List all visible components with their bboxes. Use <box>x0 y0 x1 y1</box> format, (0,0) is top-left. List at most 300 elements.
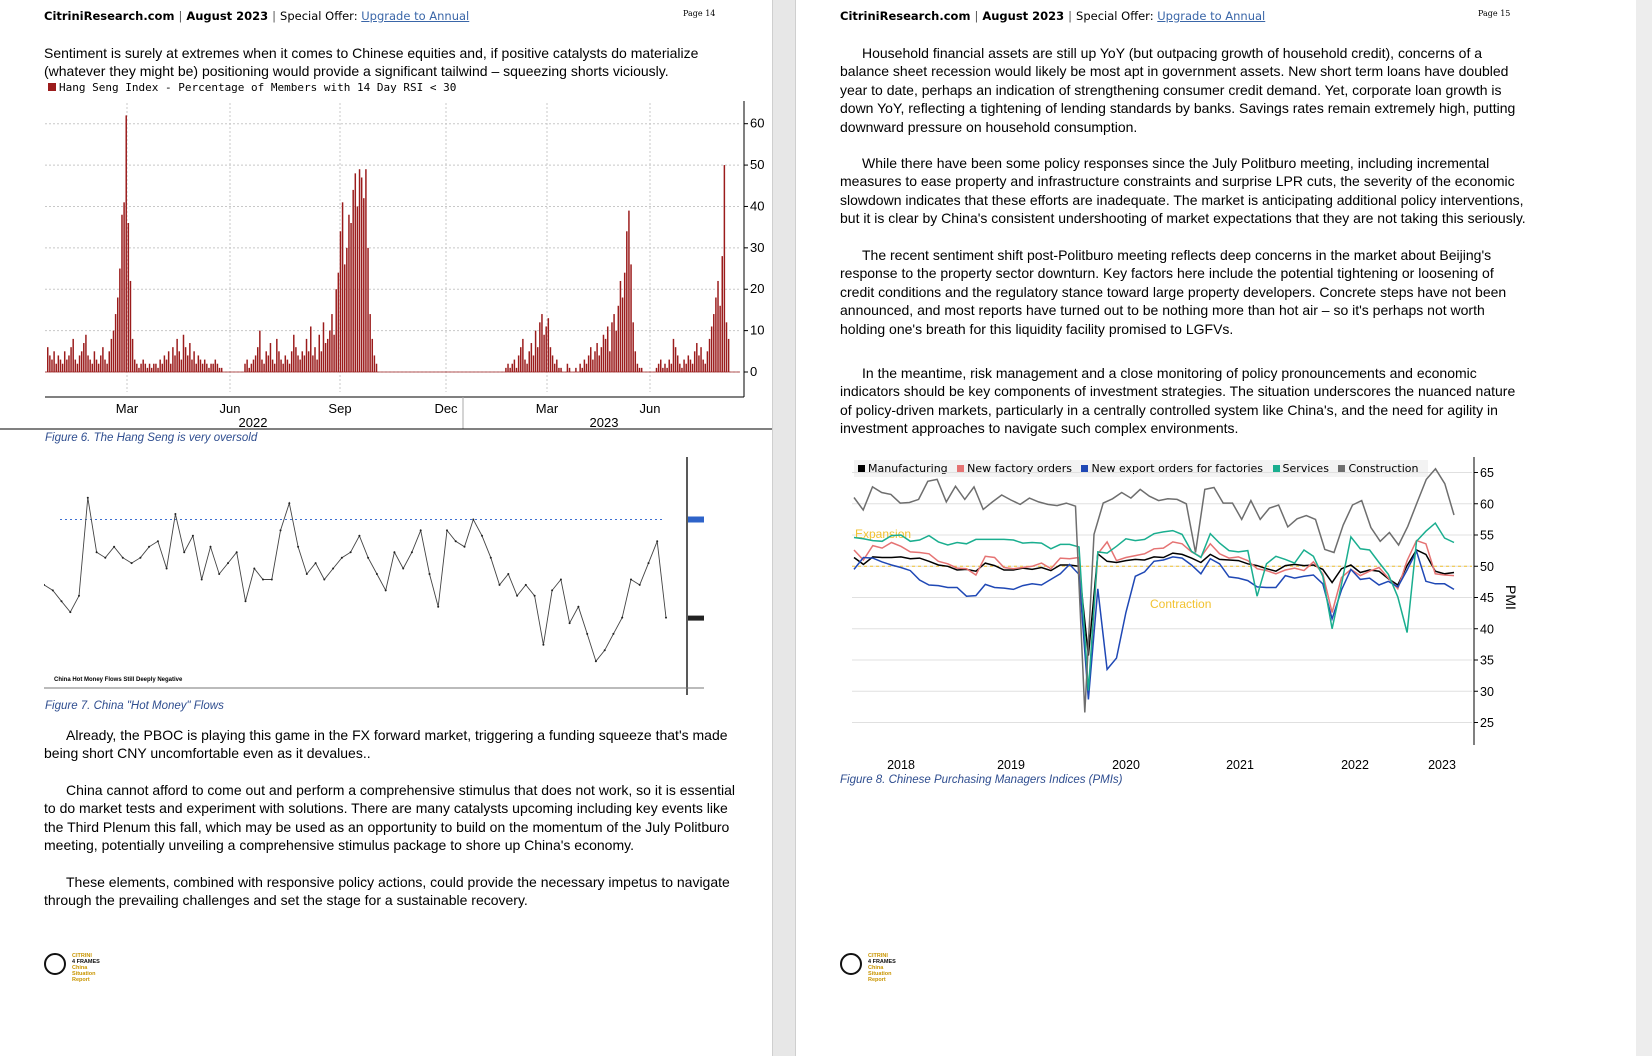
x-tick-label: 2023 <box>1428 758 1456 772</box>
rsi-bar <box>47 347 48 372</box>
rsi-bar <box>376 364 377 372</box>
rsi-bar <box>208 368 209 372</box>
rsi-bar <box>198 355 199 372</box>
rsi-bar <box>681 368 682 372</box>
annotation-expansion: Expansion <box>855 527 912 541</box>
rsi-bar <box>66 360 67 372</box>
rsi-bar <box>62 364 63 372</box>
rsi-bar <box>361 177 362 372</box>
rsi-bar <box>531 343 532 372</box>
hot-money-point <box>569 622 571 624</box>
rsi-bar <box>111 339 112 372</box>
y-tick-label: 20 <box>750 281 765 297</box>
left-page <box>0 0 772 1056</box>
rsi-bar <box>310 326 311 372</box>
legend-swatch <box>48 83 56 91</box>
x-tick-label: Jun <box>639 401 661 416</box>
rsi-bar <box>183 335 184 372</box>
hot-money-point <box>367 557 369 559</box>
x-tick-label: 2020 <box>1112 758 1140 772</box>
rsi-bar <box>696 343 697 372</box>
annotation-contraction: Contraction <box>1150 596 1212 611</box>
paragraph-stimulus: China cannot afford to come out and perform a comprehensive stimulus that does not work, so it is essential to do market tests and experiment with solutions. There are many catalysts upcoming including key events like the Third Plenum this fall, which may be used as an opportunity to build on the momentum of the July Politburo meeting, potentially unveiling a comprehensive stimulus package to shore up China's economy. <box>44 782 735 854</box>
rsi-bar <box>185 347 186 372</box>
logo-ring-icon <box>44 953 66 975</box>
rsi-bar <box>125 115 126 372</box>
rsi-bar <box>325 343 326 372</box>
current-value-marker <box>688 616 704 621</box>
hot-money-point <box>656 540 658 542</box>
rsi-bar <box>172 347 173 372</box>
rsi-bar <box>134 360 135 372</box>
rsi-bar <box>369 314 370 372</box>
rsi-bar <box>592 360 593 372</box>
rsi-bar <box>673 339 674 372</box>
hot-money-point <box>472 519 474 521</box>
rsi-bar <box>601 347 602 372</box>
rsi-bar <box>263 364 264 372</box>
rsi-bar <box>717 281 718 372</box>
issue-date: August 2023 <box>186 9 269 23</box>
rsi-bar <box>340 231 341 372</box>
rsi-bar <box>257 347 258 372</box>
hot-money-point <box>332 568 334 570</box>
rsi-bar <box>202 364 203 372</box>
rsi-bar <box>75 360 76 372</box>
rsi-bar <box>276 339 277 372</box>
hot-money-point <box>551 589 553 591</box>
x-tick-label: Sep <box>328 401 352 416</box>
rsi-bar <box>688 355 689 372</box>
rsi-bar <box>136 364 137 372</box>
page-gap <box>772 0 796 1056</box>
rsi-bar <box>363 198 364 372</box>
rsi-bar <box>537 347 538 372</box>
hot-money-point <box>262 579 264 581</box>
hot-money-point <box>464 546 466 548</box>
hot-money-point <box>595 660 597 662</box>
rsi-bar <box>102 347 103 372</box>
site-name: CitriniResearch.com <box>840 9 971 23</box>
rsi-bar <box>539 322 540 372</box>
rsi-bar <box>246 360 247 372</box>
x-tick-label: Mar <box>535 401 559 416</box>
hot-money-point <box>560 579 562 581</box>
issue-date: August 2023 <box>982 9 1065 23</box>
hot-money-point <box>630 579 632 581</box>
rsi-bar <box>554 364 555 372</box>
rsi-bar <box>295 347 296 372</box>
rsi-bar <box>705 364 706 372</box>
rsi-bar <box>350 223 351 372</box>
rsi-bar <box>609 351 610 372</box>
rsi-bar <box>72 339 73 372</box>
right-page <box>796 0 1636 1056</box>
rsi-bar <box>594 351 595 372</box>
upgrade-link[interactable]: Upgrade to Annual <box>1157 9 1266 23</box>
rsi-bar <box>53 351 54 372</box>
rsi-bar <box>516 368 517 372</box>
y-tick-label: 55 <box>1480 528 1494 543</box>
rsi-bar <box>166 360 167 372</box>
rsi-bar <box>278 351 279 372</box>
paragraph-policy: While there have been some policy responses since the July Politburo meeting, including incremental measures to ease property and infrastructure constraints and surprise LPR cuts, the severity of the economic slowdown indicates that these efforts are inadequate. The market is anticipating additional policy interventions, but it is clear by China's consistent undershooting of market expectations that they are not taking this seriously. <box>840 155 1526 227</box>
rsi-bar <box>195 364 196 372</box>
rsi-bar <box>526 364 527 372</box>
rsi-bar <box>221 368 222 372</box>
rsi-bar <box>117 298 118 372</box>
rsi-bar <box>128 223 129 372</box>
page-header: CitriniResearch.com | August 2023 | Special Offer: Upgrade to Annual <box>840 9 1266 23</box>
rsi-bar <box>359 169 360 372</box>
y-tick-label: 60 <box>1480 497 1494 512</box>
rsi-bar <box>215 360 216 372</box>
hot-money-point <box>157 540 159 542</box>
rsi-bar <box>287 360 288 372</box>
legend-manufacturing: Manufacturing <box>858 462 948 475</box>
rsi-bar <box>624 273 625 372</box>
rsi-bar <box>109 351 110 372</box>
fig8-caption: Figure 8. Chinese Purchasing Managers Indices (PMIs) <box>840 774 1123 786</box>
rsi-bar <box>338 273 339 372</box>
hot-money-point <box>455 540 457 542</box>
rsi-bar <box>719 306 720 372</box>
rsi-bar <box>138 368 139 372</box>
rsi-bar <box>541 314 542 372</box>
rsi-bar <box>155 364 156 372</box>
rsi-bar <box>558 368 559 372</box>
rsi-bar <box>588 355 589 372</box>
rsi-bar <box>193 351 194 372</box>
rsi-bar <box>333 335 334 372</box>
rsi-bar <box>715 298 716 372</box>
rsi-bar <box>164 355 165 372</box>
rsi-bar <box>83 343 84 372</box>
rsi-bar <box>191 360 192 372</box>
rsi-bar <box>181 360 182 372</box>
y-axis-label: PMI <box>1503 585 1519 610</box>
hot-money-point <box>490 557 492 559</box>
rsi-bar <box>200 360 201 372</box>
intro-paragraph: Sentiment is surely at extremes when it comes to Chinese equities and, if positive catalysts do materialize (whatever they might be) positioning would provide a significant tailwind – squeezing shorts viciously. <box>44 45 699 80</box>
hot-money-point <box>577 606 579 608</box>
x-tick-label: Dec <box>434 401 458 416</box>
rsi-bar <box>68 355 69 372</box>
rsi-bar <box>106 364 107 372</box>
hot-money-point <box>131 562 133 564</box>
rsi-bar <box>212 364 213 372</box>
rsi-bar <box>187 355 188 372</box>
rsi-bar <box>711 326 712 372</box>
hot-money-point <box>297 546 299 548</box>
rsi-bar <box>319 335 320 372</box>
rsi-bar <box>615 331 616 372</box>
hot-money-title: China Hot Money Flows Still Deeply Negative <box>54 677 183 683</box>
rsi-bar <box>372 339 373 372</box>
rsi-bar <box>702 360 703 372</box>
hot-money-point <box>534 595 536 597</box>
rsi-bar-chart <box>0 95 772 435</box>
rsi-bar <box>344 264 345 372</box>
hot-money-point <box>245 600 247 602</box>
rsi-bar <box>709 339 710 372</box>
page-number: Page 15 <box>1478 9 1511 18</box>
rsi-bar <box>668 360 669 372</box>
rsi-bar <box>304 355 305 372</box>
page-header: CitriniResearch.com | August 2023 | Special Offer: Upgrade to Annual <box>44 9 470 23</box>
rsi-bar <box>626 231 627 372</box>
x-tick-label: 2018 <box>887 758 915 772</box>
rsi-bar <box>357 206 358 372</box>
rsi-bar <box>96 360 97 372</box>
fig7-caption: Figure 7. China "Hot Money" Flows <box>45 700 224 712</box>
rsi-bar <box>49 355 50 372</box>
rsi-bar <box>346 248 347 372</box>
rsi-bar <box>270 343 271 372</box>
rsi-bar <box>280 360 281 372</box>
hot-money-point <box>236 551 238 553</box>
rsi-bar <box>244 364 245 372</box>
hot-money-point <box>525 584 527 586</box>
x-year-label: 2022 <box>238 415 268 430</box>
rsi-bar <box>249 368 250 372</box>
hot-money-point <box>87 497 89 499</box>
rsi-bar <box>552 355 553 372</box>
rsi-bar <box>189 343 190 372</box>
rsi-bar <box>98 364 99 372</box>
rsi-bar <box>637 364 638 372</box>
rsi-bar <box>81 351 82 372</box>
rsi-bar <box>255 355 256 372</box>
hot-money-point <box>507 573 509 575</box>
rsi-bar <box>518 355 519 372</box>
hot-money-point <box>612 633 614 635</box>
hot-money-point <box>411 551 413 553</box>
rsi-bar <box>575 368 576 372</box>
offer-prefix: Special Offer: <box>280 9 358 23</box>
pmi-series-line <box>854 469 1454 713</box>
rsi-bar <box>679 364 680 372</box>
rsi-bar <box>342 202 343 372</box>
rsi-bar <box>329 331 330 372</box>
rsi-bar <box>55 364 56 372</box>
rsi-bar <box>170 364 171 372</box>
hot-money-point <box>350 551 352 553</box>
rsi-bar <box>683 360 684 372</box>
rsi-bar <box>272 360 273 372</box>
rsi-bar <box>603 335 604 372</box>
hot-money-point <box>271 579 273 581</box>
hot-money-point <box>61 600 63 602</box>
rsi-bar <box>622 298 623 372</box>
rsi-bar <box>115 314 116 372</box>
x-tick-label: 2021 <box>1226 758 1254 772</box>
y-tick-label: 30 <box>750 239 765 255</box>
rsi-bar <box>302 351 303 372</box>
rsi-bar <box>374 355 375 372</box>
hot-money-point <box>69 611 71 613</box>
rsi-bar <box>348 215 349 372</box>
rsi-bar <box>524 360 525 372</box>
rsi-bar <box>605 339 606 372</box>
rsi-bar <box>282 364 283 372</box>
x-tick-label: Jun <box>219 401 241 416</box>
hot-money-point <box>542 644 544 646</box>
hot-money-point <box>586 633 588 635</box>
rsi-bar <box>660 360 661 372</box>
rsi-bar <box>104 360 105 372</box>
y-tick-label: 0 <box>750 364 758 379</box>
rsi-bar <box>607 326 608 372</box>
y-tick-label: 65 <box>1480 466 1494 480</box>
hot-money-point <box>174 513 176 515</box>
rsi-bar <box>132 339 133 372</box>
rsi-bar <box>77 364 78 372</box>
rsi-bar <box>291 351 292 372</box>
rsi-bar <box>548 318 549 372</box>
rsi-bar <box>658 364 659 372</box>
hot-money-point <box>52 589 54 591</box>
rsi-bar <box>618 306 619 372</box>
rsi-bar <box>119 269 120 372</box>
rsi-bar <box>327 339 328 372</box>
rsi-bar <box>64 351 65 372</box>
rsi-bar <box>598 355 599 372</box>
paragraph-sentiment: The recent sentiment shift post-Politburo meeting reflects deep concerns in the market about Beijing's response to the property sector downturn. Key factors here include the potential tightening or loosening of credit conditions and the regulatory stance toward large property developers. Concrete steps have not been announced, and most reports have turned out to be nothing more than hot air – so it's perhaps not worth holding one's breath for this liquidity facility promised to LGFVs. <box>840 247 1507 337</box>
rsi-bar <box>632 322 633 372</box>
fig6-legend <box>48 81 456 94</box>
x-year-label: 2023 <box>589 415 619 430</box>
rsi-bar <box>58 355 59 372</box>
rsi-bar <box>335 289 336 372</box>
rsi-bar <box>355 173 356 372</box>
hot-money-point <box>227 562 229 564</box>
rsi-bar <box>159 360 160 372</box>
rsi-bar <box>312 355 313 372</box>
legend-services: Services <box>1273 462 1329 475</box>
rsi-bar <box>60 360 61 372</box>
rsi-bar <box>550 347 551 372</box>
hot-money-point <box>323 579 325 581</box>
rsi-bar <box>560 368 561 372</box>
rsi-bar <box>365 169 366 372</box>
hot-money-point <box>429 573 431 575</box>
hot-money-point <box>516 595 518 597</box>
legend-new-orders: New factory orders <box>957 462 1072 475</box>
rsi-bar <box>151 368 152 372</box>
rsi-bar <box>92 364 93 372</box>
rsi-bar <box>306 339 307 372</box>
rsi-bar <box>630 264 631 372</box>
hot-money-point <box>385 589 387 591</box>
logo-ring-icon <box>840 953 862 975</box>
rsi-bar <box>204 360 205 372</box>
rsi-bar <box>528 351 529 372</box>
rsi-bar <box>259 331 260 372</box>
offer-prefix: Special Offer: <box>1076 9 1154 23</box>
x-tick-label: 2022 <box>1341 758 1369 772</box>
rsi-bar <box>535 331 536 372</box>
rsi-bar <box>352 190 353 372</box>
y-tick-label: 40 <box>1480 622 1494 637</box>
rsi-chart-axis <box>0 101 772 430</box>
rsi-bar <box>707 351 708 372</box>
rsi-bar <box>671 364 672 372</box>
rsi-bar <box>724 165 725 372</box>
upgrade-link[interactable]: Upgrade to Annual <box>361 9 470 23</box>
rsi-bar <box>728 339 729 372</box>
y-tick-label: 40 <box>750 198 765 214</box>
rsi-bar <box>512 364 513 372</box>
paragraph-recovery: These elements, combined with responsive policy actions, could provide the necessary impetus to navigate through the prevailing challenges and set the stage for a sustainable recovery. <box>44 874 730 909</box>
y-tick-label: 25 <box>1480 716 1494 730</box>
hot-money-point <box>253 568 255 570</box>
rsi-bar <box>176 339 177 372</box>
rsi-bar <box>285 355 286 372</box>
hot-money-point <box>96 551 98 553</box>
rsi-bar <box>323 322 324 372</box>
rsi-bar <box>584 360 585 372</box>
rsi-bar <box>579 364 580 372</box>
rsi-bar <box>268 355 269 372</box>
hot-money-point <box>376 573 378 575</box>
rsi-bar <box>611 322 612 372</box>
rsi-bar <box>100 355 101 372</box>
pmi-series-line <box>854 541 1454 696</box>
rsi-bar <box>265 351 266 372</box>
hot-money-point <box>648 562 650 564</box>
rsi-bar <box>168 351 169 372</box>
legend-construction: Construction <box>1338 462 1418 475</box>
hot-money-chart <box>44 455 706 700</box>
pmi-line-chart <box>840 455 1580 775</box>
rsi-bar <box>543 335 544 372</box>
legend-export-orders: New export orders for factories <box>1081 462 1263 475</box>
rsi-bar <box>70 347 71 372</box>
rsi-bar <box>664 364 665 372</box>
rsi-bar <box>556 360 557 372</box>
hot-money-frame <box>44 455 706 700</box>
rsi-bar <box>505 368 506 372</box>
rsi-bar <box>157 368 158 372</box>
hot-money-point <box>183 551 185 553</box>
rsi-bar <box>94 351 95 372</box>
y-tick-label: 50 <box>1480 559 1494 574</box>
rsi-bar <box>690 360 691 372</box>
rsi-bar <box>113 331 114 372</box>
hot-money-point <box>402 568 404 570</box>
rsi-bar <box>713 314 714 372</box>
hot-money-point <box>192 535 194 537</box>
hot-money-point <box>621 617 623 619</box>
hot-money-point <box>481 535 483 537</box>
hot-money-point <box>358 535 360 537</box>
rsi-bar <box>641 368 642 372</box>
rsi-bar <box>514 360 515 372</box>
rsi-bar <box>314 347 315 372</box>
rsi-bar <box>142 360 143 372</box>
hot-money-point <box>113 546 115 548</box>
y-tick-label: 35 <box>1480 653 1494 668</box>
rsi-bar <box>217 364 218 372</box>
hot-money-point <box>341 557 343 559</box>
rsi-bar <box>251 364 252 372</box>
rsi-bar <box>87 355 88 372</box>
rsi-bar <box>590 347 591 372</box>
rsi-bar <box>692 364 693 372</box>
hot-money-point <box>104 557 106 559</box>
rsi-bar <box>545 326 546 372</box>
